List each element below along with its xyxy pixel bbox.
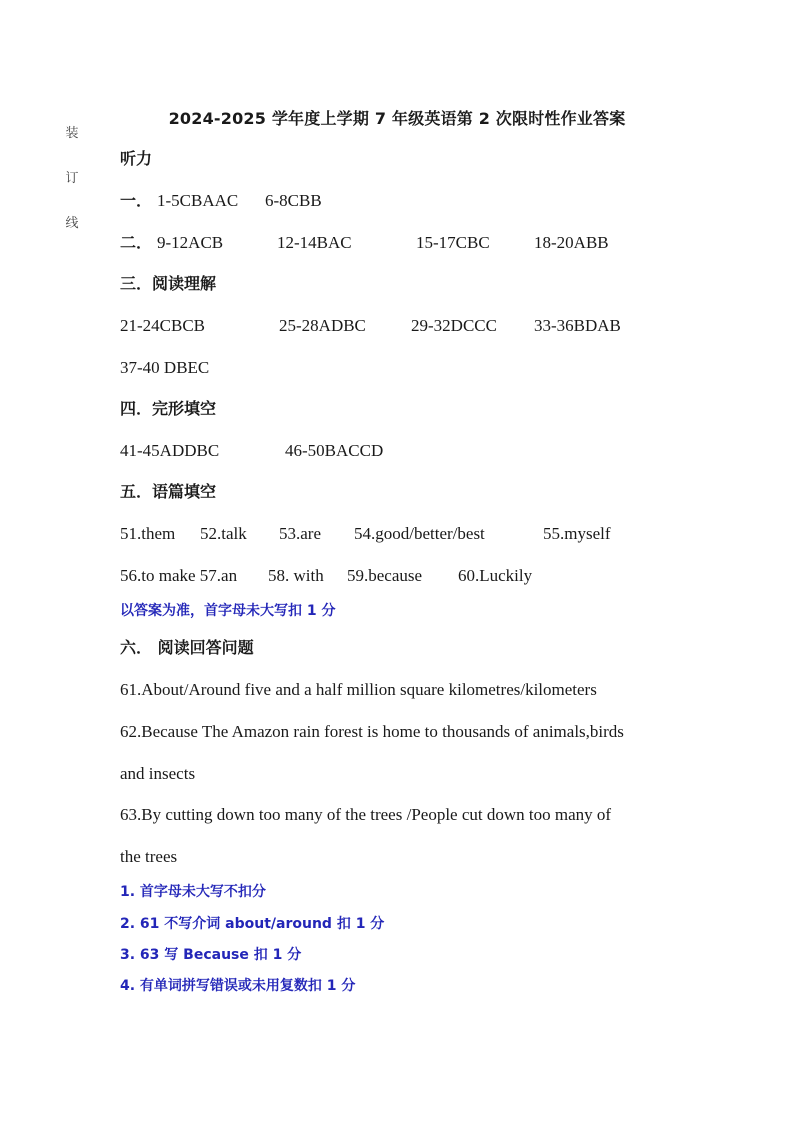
section-heading-listening: 听力 [120,149,153,168]
answer-62-line2: and insects [120,764,196,783]
page-title: 2024-2025 学年度上学期 7 年级英语第 2 次限时性作业答案 [168,109,626,128]
answer-15-17: 15-17CBC [416,233,490,252]
scoring-note-2: 2. 61 不写介词 about/around 扣 1 分 [120,916,385,932]
scoring-note-3: 3. 63 写 Because 扣 1 分 [120,947,302,963]
answer-54: 54.good/better/best [354,524,485,543]
part2-label: 二． [120,233,153,252]
answer-33-36: 33-36BDAB [534,316,621,335]
answer-1-5: 1-5CBAAC [157,191,239,210]
answer-53: 53.are [279,524,322,543]
answer-52: 52.talk [200,524,247,543]
section-heading-passage-fill: 五．语篇填空 [120,482,217,501]
binding-char-2: 订 [65,171,79,186]
section-heading-cloze: 四．完形填空 [120,399,217,418]
passage-fill-scoring-note: 以答案为准，首字母未大写扣 1 分 [120,603,336,619]
answer-18-20: 18-20ABB [534,233,609,252]
listening-part2-row [120,232,609,254]
answer-9-12: 9-12ACB [157,233,224,252]
answer-29-32: 29-32DCCC [411,316,497,335]
listening-part1-row [120,190,322,212]
answer-55: 55.myself [543,524,611,543]
answer-46-50: 46-50BACCD [285,441,384,460]
scoring-note-1: 1. 首字母未大写不扣分 [120,884,266,900]
binding-char-3: 线 [65,216,79,231]
answer-63-line2: the trees [120,847,178,866]
answer-12-14: 12-14BAC [277,233,352,252]
answer-25-28: 25-28ADBC [279,316,366,335]
scoring-note-4: 4. 有单词拼写错误或未用复数扣 1 分 [120,978,356,994]
answer-51: 51.them [120,524,176,543]
section-heading-qa: 六． 阅读回答问题 [120,638,254,657]
answer-21-24: 21-24CBCB [120,316,206,335]
answer-62-line1: 62.Because The Amazon rain forest is home to thousands of animals,birds [120,722,624,741]
answer-6-8: 6-8CBB [265,191,322,210]
section-heading-reading: 三．阅读理解 [120,274,217,293]
binding-line-margin [64,122,80,231]
part1-label: 一． [120,191,153,210]
answer-61: 61.About/Around five and a half million square kilometres/kilometers [120,680,597,699]
answer-37-40: 37-40 DBEC [120,358,210,377]
answer-59: 59.because [347,566,423,585]
answer-58: 58. with [268,566,324,585]
answer-41-45: 41-45ADDBC [120,441,220,460]
answer-56-57: 56.to make 57.an [120,566,238,585]
binding-char-1: 装 [65,126,79,141]
answer-63-line1: 63.By cutting down too many of the trees /People cut down too many of [120,805,612,824]
answer-60: 60.Luckily [458,566,533,585]
